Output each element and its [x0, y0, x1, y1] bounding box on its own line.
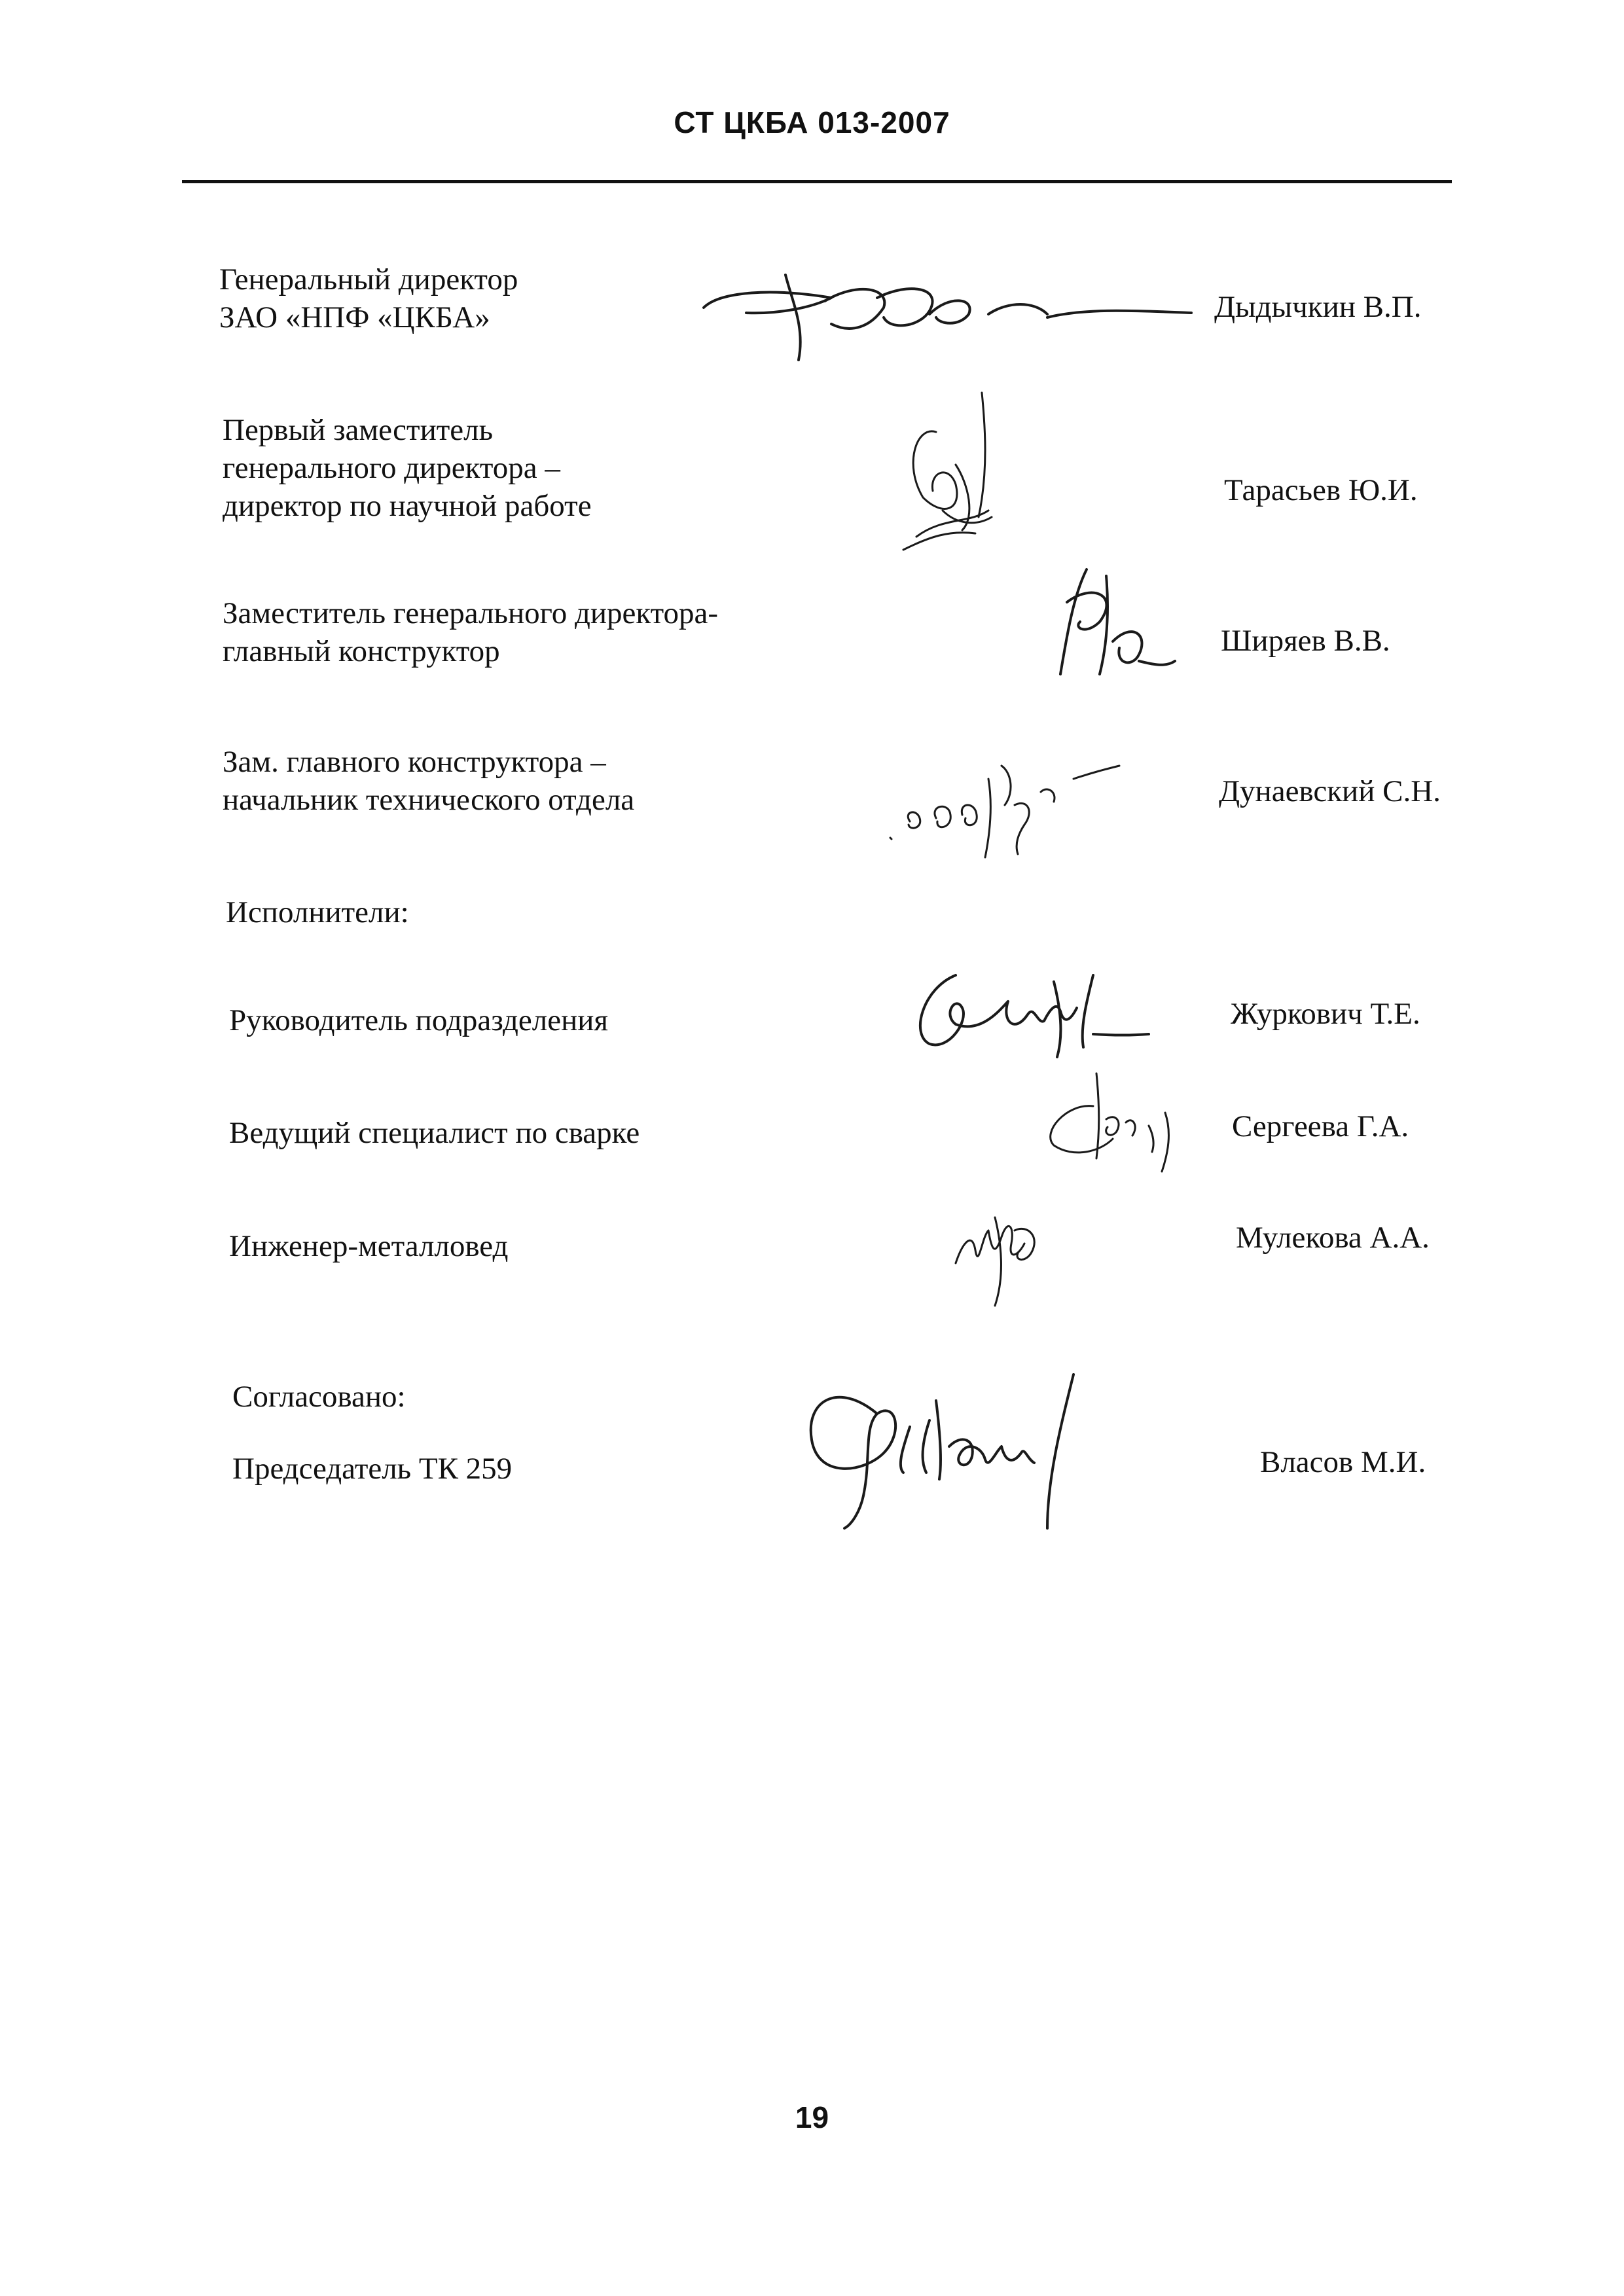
name-tarasev: Тарасьев Ю.И.	[1224, 473, 1418, 507]
signature-tarasev	[877, 386, 1034, 556]
document-code-header: СТ ЦКБА 013-2007	[674, 105, 950, 139]
position-line: начальник технического отдела	[223, 783, 635, 817]
name-vlasov: Власов М.И.	[1260, 1445, 1426, 1479]
header-divider	[182, 180, 1452, 183]
position-general-director	[219, 260, 518, 336]
position-welding-specialist: Ведущий специалист по сварке	[229, 1116, 640, 1150]
position-line: главный конструктор	[223, 634, 500, 668]
name-sergeeva: Сергеева Г.А.	[1232, 1109, 1409, 1143]
signature-dunaevsky	[877, 740, 1126, 870]
position-deputy-chief-designer-tech	[223, 743, 634, 819]
signature-zhurkovich	[903, 962, 1152, 1060]
performers-heading: Исполнители:	[226, 895, 409, 929]
position-tc259-chairman: Председатель ТК 259	[232, 1452, 513, 1486]
position-line: Генеральный директор	[219, 262, 518, 296]
signature-vlasov	[799, 1361, 1139, 1532]
name-mulekova: Мулекова А.А.	[1236, 1221, 1430, 1255]
name-shiryaev: Ширяев В.В.	[1221, 624, 1390, 658]
position-line: Первый заместитель	[223, 413, 494, 447]
signature-shiryaev	[1034, 556, 1178, 687]
signature-sergeeva	[1034, 1067, 1191, 1172]
signature-mulekova	[943, 1191, 1047, 1309]
name-zhurkovich: Журкович Т.Е.	[1231, 997, 1420, 1031]
position-line: ЗАО «НПФ «ЦКБА»	[219, 300, 490, 334]
position-metallurgist: Инженер-металловед	[229, 1229, 509, 1263]
position-first-deputy	[223, 411, 592, 525]
name-dydychkin: Дыдычкин В.П.	[1214, 290, 1422, 324]
position-line: Заместитель генерального директора-	[223, 596, 719, 630]
position-unit-head: Руководитель подразделения	[229, 1003, 609, 1037]
page-number: 19	[795, 2100, 829, 2134]
position-line: Зам. главного конструктора –	[223, 745, 606, 779]
position-line: генерального директора –	[223, 451, 560, 485]
signature-dydychkin	[694, 262, 1204, 373]
position-line: директор по научной работе	[223, 489, 592, 523]
agreed-heading: Согласовано:	[232, 1380, 406, 1414]
position-deputy-chief-designer	[223, 594, 718, 670]
name-dunaevsky: Дунаевский С.Н.	[1219, 774, 1441, 808]
